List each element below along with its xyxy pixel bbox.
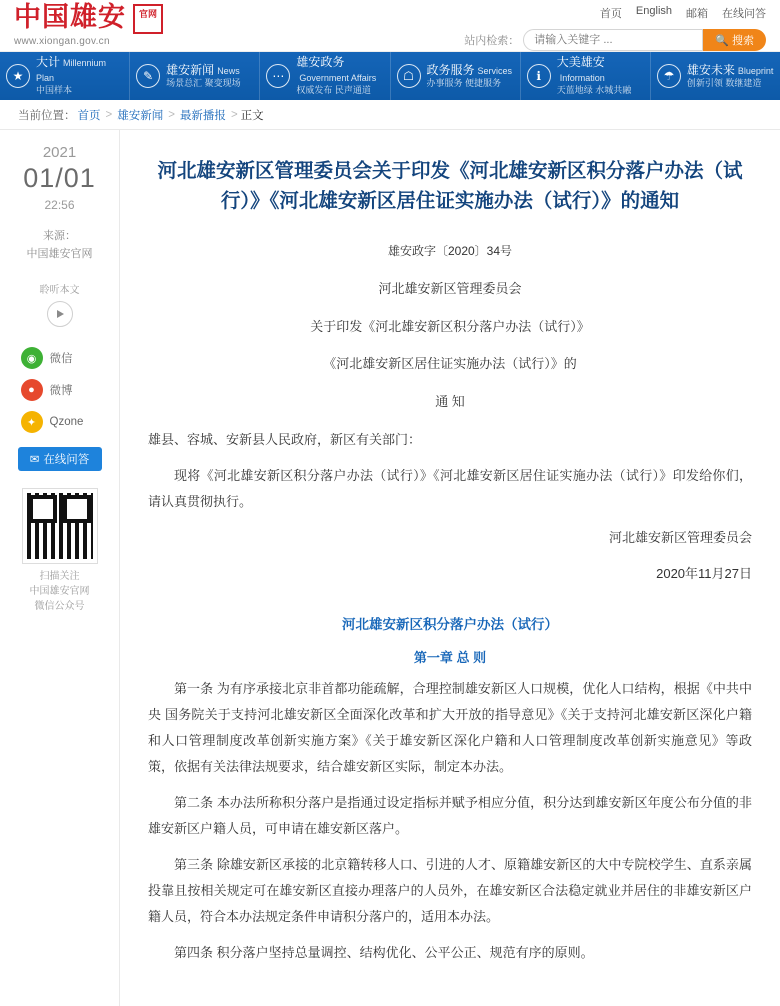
nav-sub-0: 中国样本 [36,85,73,96]
play-icon[interactable] [47,301,73,327]
share-qzone[interactable] [21,411,99,433]
nav-label-en-5: Blueprint [737,65,774,76]
breadcrumb-item-news[interactable]: 雄安新闻 [117,109,164,122]
nav-item-information[interactable] [521,52,651,100]
wechat-icon: ◉ [21,347,43,369]
header-right [464,0,766,51]
blueprint-icon: ☂ [657,64,681,88]
notice-line-2: 《河北雄安新区居住证实施办法（试行）》的 [323,356,577,372]
breadcrumb-current: 正文 [240,109,264,122]
nav-label-en-0: Millennium Plan [36,58,107,84]
page-body [0,130,780,1006]
nav-item-affairs[interactable] [260,52,390,100]
chat-icon: ✉ [29,454,40,467]
top-links [600,5,766,21]
top-link-mail[interactable]: 邮箱 [686,8,708,20]
nav-label-en-4: Information [559,73,605,84]
share-weibo[interactable] [21,379,99,401]
source-value: 中国雄安官网 [26,247,93,260]
nav-item-blueprint[interactable] [651,52,780,100]
search-label: 站内检索： [464,35,520,47]
listen-section [0,281,119,327]
notice-line-1: 关于印发《河北雄安新区积分落户办法（试行）》 [310,318,590,334]
share-label-weibo: 微博 [49,385,73,398]
breadcrumb-sep: > [168,108,175,121]
search-button[interactable] [703,29,766,51]
nav-label-en-2: Government Affairs [299,73,377,84]
share-label-wechat: 微信 [49,353,73,366]
article-clause-4: 第四条 积分落户坚持总量调控、结构优化、公平公正、规范有序的原则。 [174,945,594,960]
qr-caption [0,569,119,614]
publish-year: 2021 [42,144,77,161]
publish-time: 22:56 [44,198,75,212]
site-url: www.xiongan.gov.cn [14,36,110,47]
article-sidebar [0,130,120,1006]
listen-label: 聆听本文 [39,285,80,297]
signature: 河北雄安新区管理委员会 [608,530,752,545]
logo-badge: 官网 [133,4,163,34]
search-icon: 🔍 [715,34,729,47]
nav-label-cn-3: 政务服务 [426,62,475,77]
nav-sub-1: 场景总汇 聚变现场 [166,77,241,88]
qr-caption-3: 微信公众号 [34,601,85,613]
breadcrumb-sep: > [105,108,113,121]
section-title: 河北雄安新区积分落户办法（试行） [342,617,558,632]
qr-caption-1: 扫描关注 [39,571,80,583]
share-label-qzone: Qzone [49,416,84,429]
nav-item-news[interactable] [130,52,260,100]
breadcrumb-prefix: 当前位置： [18,109,76,122]
nav-label-en-3: Services [477,65,513,76]
site-logo[interactable] [14,4,163,47]
article-clause-3: 第三条 除雄安新区承接的北京籍转移人口、引进的人才、原籍雄安新区的大中专院校学生、直系亲属投靠且按相关规定可在雄安新区直接办理落户的人员外，在雄安新区合法稳定就业并居住的非雄安新区户籍人员，符合本办法规定条件申请积分落户的，适用本办法。 [148,857,752,924]
issuing-authority: 河北雄安新区管理委员会 [378,281,522,297]
qr-caption-2: 中国雄安官网 [29,586,90,598]
online-qa-button[interactable] [18,447,102,471]
body-paragraph-1: 现将《河北雄安新区积分落户办法（试行）》《河北雄安新区居住证实施办法（试行）》印发给你们，请认真贯彻执行。 [148,468,752,509]
article-source [0,228,119,263]
services-icon: ☖ [397,64,421,88]
article-clause-2: 第二条 本办法所称积分落户是指通过设定指标并赋予相应分值，积分达到雄安新区年度公布分值的非雄安新区户籍人员，可申请在雄安新区落户。 [148,795,752,836]
nav-label-cn-2: 雄安政务 [296,55,345,70]
addressee: 雄县、容城、安新县人民政府，新区有关部门： [148,432,422,447]
nav-label-cn-5: 雄安未来 [686,62,735,77]
news-icon: ✎ [136,64,160,88]
logo-text: 中国雄安 [14,2,126,33]
affairs-icon: ⋯ [266,64,290,88]
breadcrumb-item-latest[interactable]: 最新播报 [179,109,226,122]
nav-item-services[interactable] [391,52,521,100]
millennium-icon: ★ [6,64,30,88]
search-bar [464,29,766,51]
nav-label-cn-1: 雄安新闻 [166,62,215,77]
breadcrumb [0,100,780,130]
top-link-home[interactable]: 首页 [599,8,622,20]
site-header [0,0,780,52]
notice-line-3: 通 知 [435,393,465,409]
nav-sub-3: 办事服务 便捷服务 [426,77,502,88]
nav-sub-2: 权威发布 民声通道 [296,85,371,96]
weibo-icon: ● [21,379,43,401]
nav-label-en-1: News [217,65,240,76]
share-list [0,347,119,433]
search-input[interactable] [523,29,703,51]
article-clause-1: 第一条 为有序承接北京非首都功能疏解，合理控制雄安新区人口规模，优化人口结构，根据《中共中央 国务院关于支持河北雄安新区全面深化改革和扩大开放的指导意见》《关于支持河北雄安新区深化户籍和人口管理制度改革创新实施方案》《关于雄安新区深化户籍和人口管理制度改革创新实施意见》等政策，依据有关法律法规要求，结合雄安新区实际，制定本办法。 [148,681,752,774]
breadcrumb-sep: > [230,108,238,121]
nav-item-millennium[interactable] [0,52,130,100]
top-link-english[interactable]: English [635,5,672,17]
chapter-title: 第一章 总 则 [413,650,487,665]
publish-day: 01/01 [23,163,96,193]
search-button-label: 搜索 [732,35,754,47]
qr-code-image [23,489,97,563]
main-nav [0,52,780,100]
top-link-qa[interactable]: 在线问答 [722,8,766,20]
online-qa-label: 在线问答 [43,454,90,467]
document-number: 雄安政字〔2020〕34号 [387,244,513,259]
share-wechat[interactable] [21,347,99,369]
signature-date: 2020年11月27日 [656,566,752,581]
breadcrumb-item-home[interactable]: 首页 [77,109,101,122]
article-content [120,130,780,1006]
page-title: 河北雄安新区管理委员会关于印发《河北雄安新区积分落户办法（试行）》《河北雄安新区居住证实施办法（试行）》的通知 [157,159,743,213]
source-label: 来源： [43,230,76,242]
nav-label-cn-0: 大计 [36,55,61,70]
info-icon: ℹ [527,64,551,88]
qzone-icon: ✦ [21,411,43,433]
nav-sub-5: 创新引领 数继建造 [686,77,762,88]
nav-label-cn-4: 大美雄安 [556,55,605,70]
nav-sub-4: 天蓝地绿 水城共融 [556,85,632,96]
